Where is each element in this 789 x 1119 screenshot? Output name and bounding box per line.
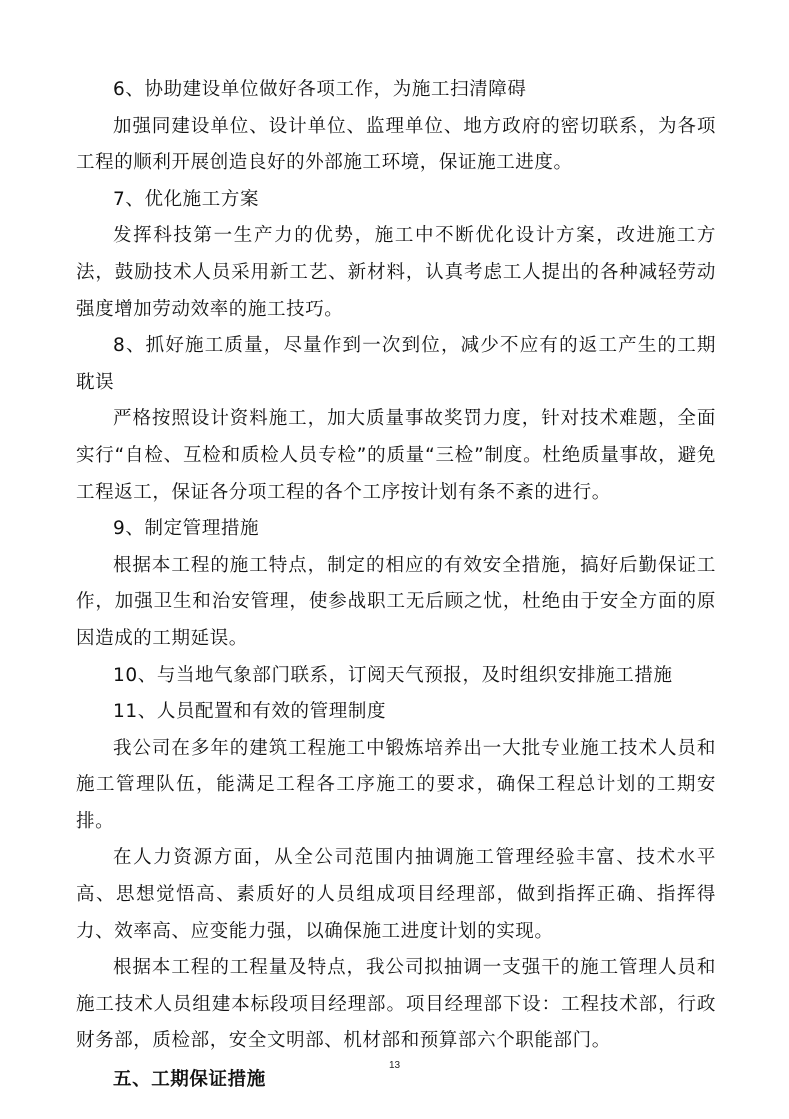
paragraph: 严格按照设计资料施工，加大质量事故奖罚力度，针对技术难题，全面实行“自检、互检和质检人员专检”的质量“三检”制度。杜绝质量事故，避免工程返工，保证各分项工程的各个工序按计划有条不紊的进行。 <box>76 408 716 503</box>
paragraph: 在人力资源方面，从全公司范围内抽调施工管理经验丰富、技术水平高、思想觉悟高、素质好的人员组成项目经理部，做到指挥正确、指挥得力、效率高、应变能力强，以确保施工进度计划的实现。 <box>76 847 716 942</box>
page-number: 13 <box>388 1060 401 1071</box>
list-item-7-heading: 7、优化施工方案 <box>113 188 260 210</box>
list-item-6-heading: 6、协助建设单位做好各项工作，为施工扫清障碍 <box>113 79 527 100</box>
paragraph: 发挥科技第一生产力的优势，施工中不断优化设计方案，改进施工方法，鼓励技术人员采用新工艺、新材料，认真考虑工人提出的各种减轻劳动强度增加劳动效率的施工技巧。 <box>76 225 716 320</box>
paragraph: 加强同建设单位、设计单位、监理单位、地方政府的密切联系，为各项工程的顺利开展创造良好的外部施工环境，保证施工进度。 <box>76 115 716 174</box>
list-item-9-heading: 9、制定管理措施 <box>113 518 260 540</box>
list-item-8-heading: 8、抓好施工质量，尽量作到一次到位，减少不应有的返工产生的工期耽误 <box>76 335 716 393</box>
document-body <box>76 72 716 1099</box>
list-item-10-heading: 10、与当地气象部门联系，订阅天气预报，及时组织安排施工措施 <box>113 664 673 686</box>
paragraph: 根据本工程的施工特点，制定的相应的有效安全措施，搞好后勤保证工作，加强卫生和治安管理，使参战职工无后顾之忧，杜绝由于安全方面的原因造成的工期延误。 <box>76 554 716 649</box>
section-heading: 五、工期保证措施 <box>113 1069 266 1091</box>
list-item-11-heading: 11、人员配置和有效的管理制度 <box>113 701 387 723</box>
paragraph: 我公司在多年的建筑工程施工中锻炼培养出一大批专业施工技术人员和施工管理队伍，能满足工程各工序施工的要求，确保工程总计划的工期安排。 <box>76 737 716 832</box>
paragraph: 根据本工程的工程量及特点，我公司拟抽调一支强干的施工管理人员和施工技术人员组建本标段项目经理部。项目经理部下设：工程技术部，行政财务部，质检部，安全文明部、机材部和预算部六个职能部门。 <box>76 957 716 1052</box>
